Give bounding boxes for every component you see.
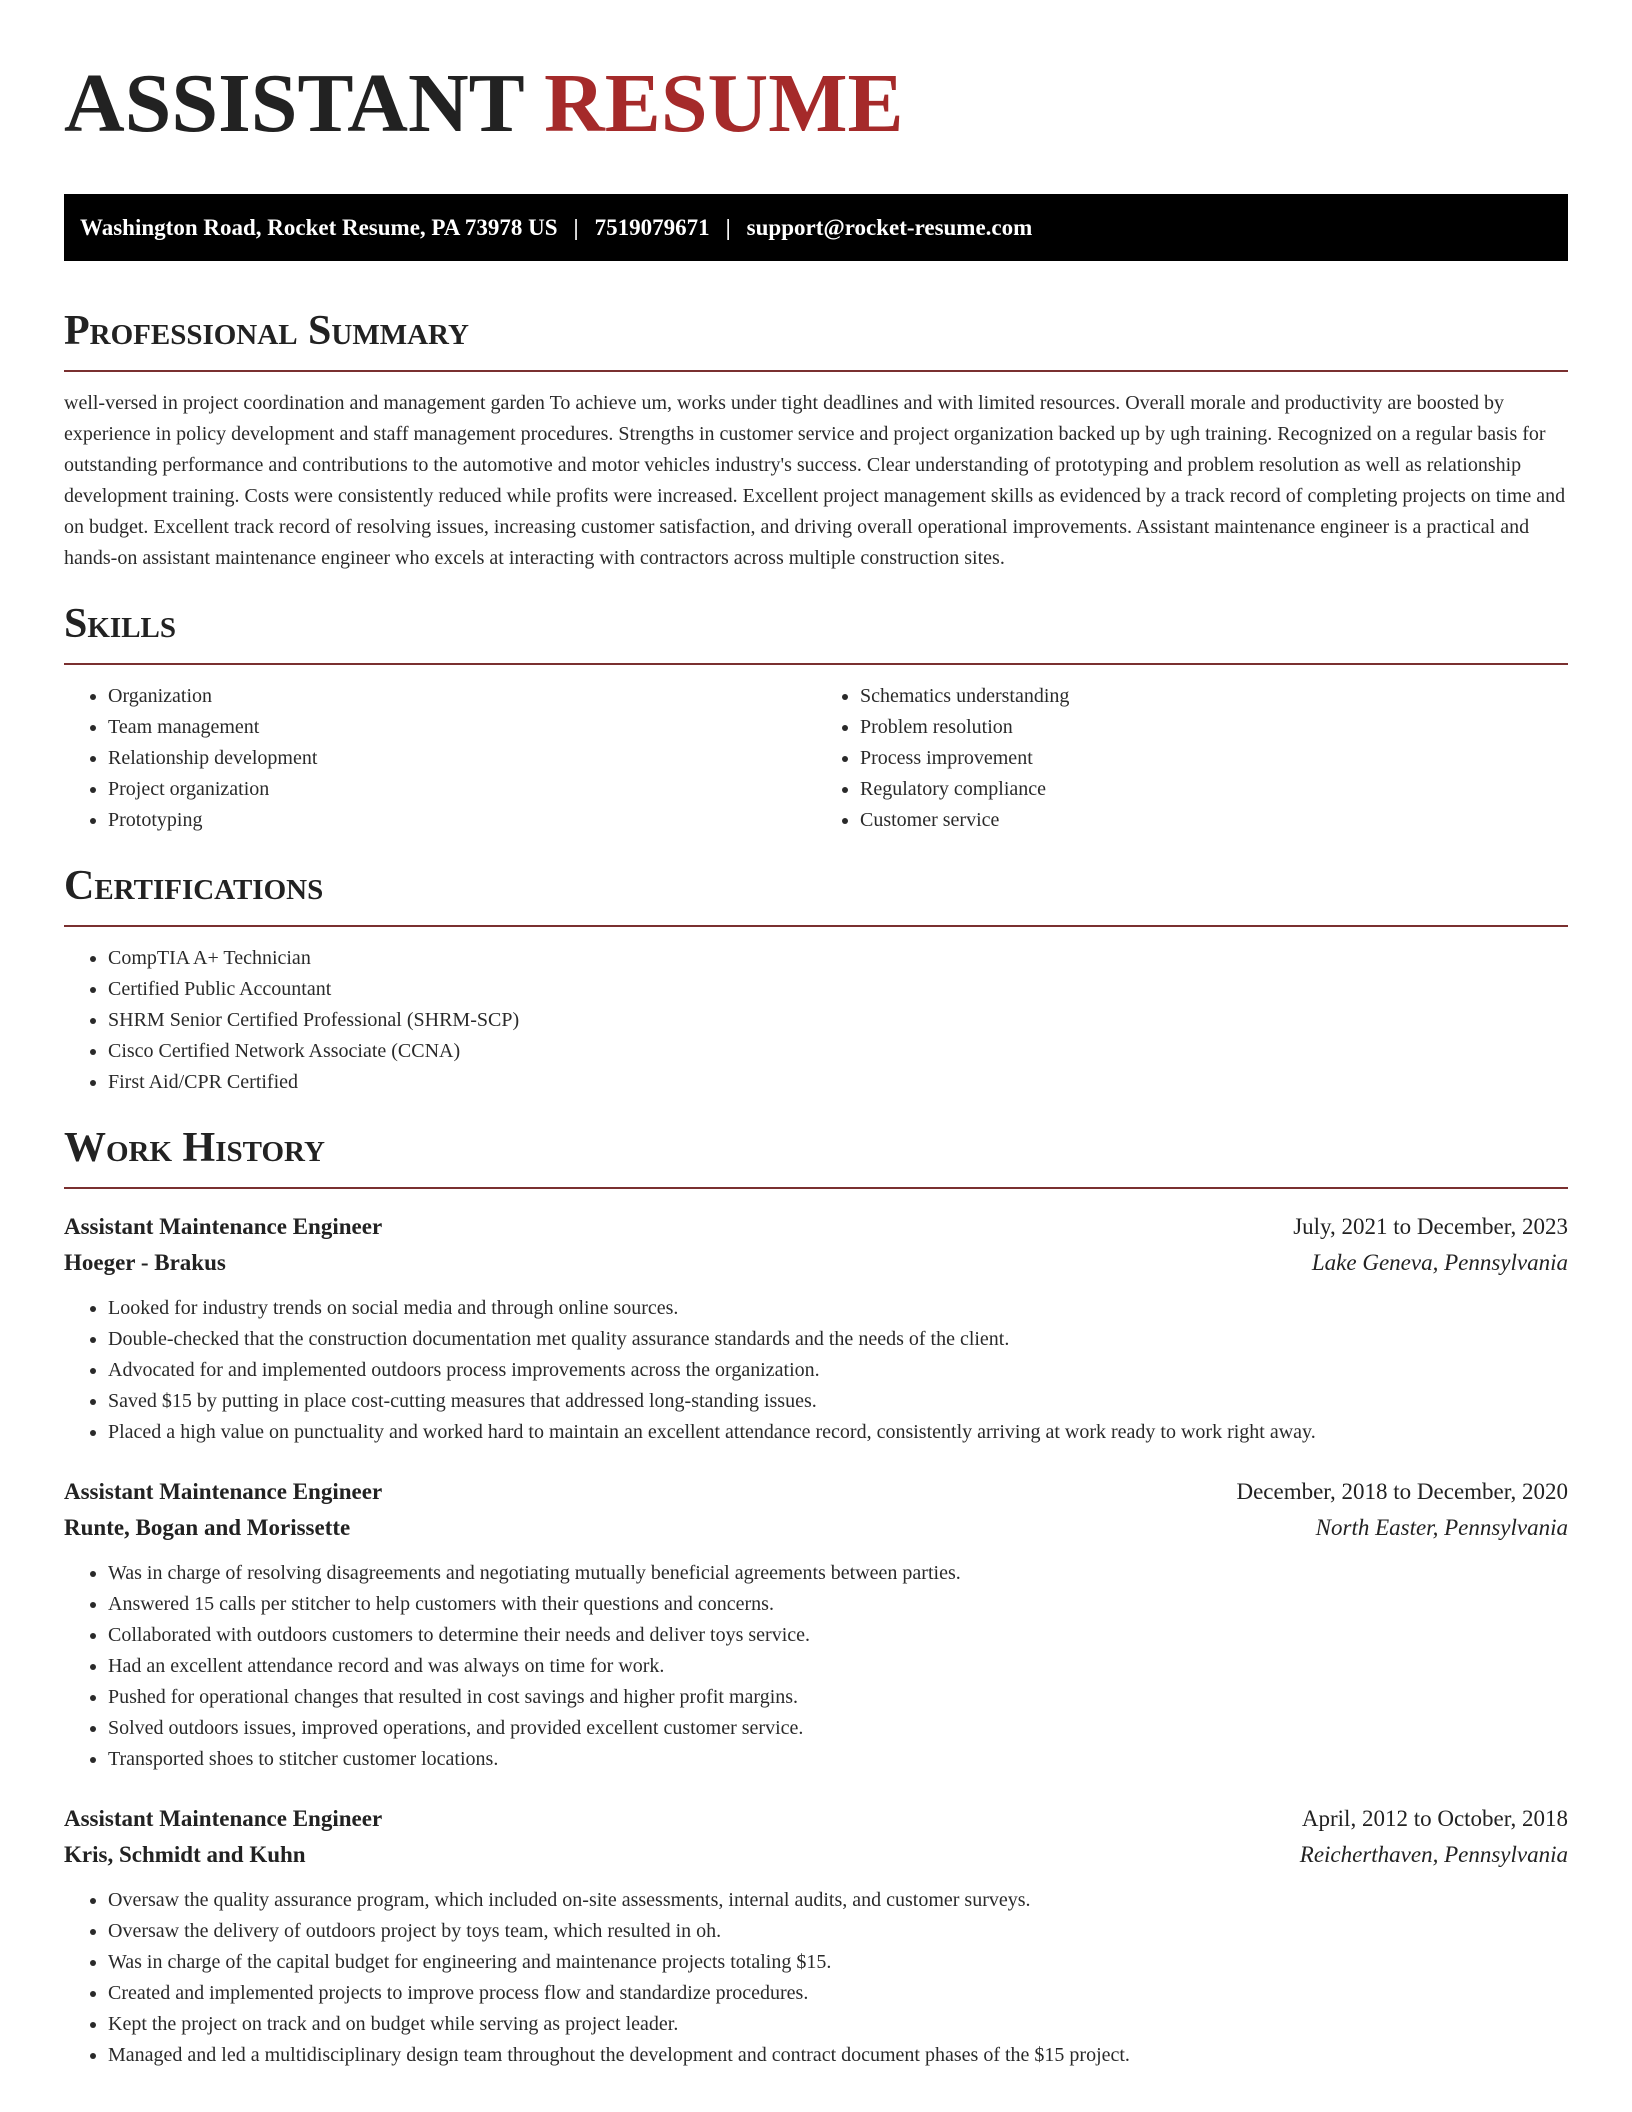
contact-separator: | bbox=[725, 214, 731, 240]
contact-separator: | bbox=[573, 214, 579, 240]
job-bullet: • Double-checked that the construction documentation met quality assurance standards and the needs of the client. bbox=[108, 1324, 1568, 1355]
job-bullet: • Pushed for operational changes that resulted in cost savings and higher profit margins. bbox=[108, 1682, 1568, 1713]
summary-section bbox=[64, 305, 1568, 574]
job-bullet: • Solved outdoors issues, improved operations, and provided excellent customer service. bbox=[108, 1713, 1568, 1744]
section-title-summary: Professional Summary bbox=[64, 308, 469, 354]
job-bullet: • Managed and led a multidisciplinary design team throughout the development and contract document phases of the $15 project. bbox=[108, 2040, 1568, 2071]
job-bullets bbox=[64, 1558, 1568, 1775]
job-bullet: • Created and implemented projects to improve process flow and standardize procedures. bbox=[108, 1978, 1568, 2009]
job-bullet: • Placed a high value on punctuality and worked hard to maintain an excellent attendance record, consistently arriving at work ready to work right away. bbox=[108, 1417, 1568, 1448]
job-dates: December, 2018 to December, 2020 bbox=[1236, 1479, 1568, 1504]
skill-item: • Organization bbox=[108, 681, 816, 712]
job-entry bbox=[64, 1801, 1568, 2071]
last-name: RESUME bbox=[544, 57, 904, 150]
contact-address: Washington Road, Rocket Resume, PA 73978 US bbox=[80, 214, 558, 240]
certification-item: • SHRM Senior Certified Professional (SHRM-SCP) bbox=[108, 1005, 1568, 1036]
job-title: Assistant Maintenance Engineer bbox=[64, 1214, 383, 1239]
skill-item: • Customer service bbox=[860, 805, 1568, 836]
job-entry bbox=[64, 1209, 1568, 1448]
job-bullets bbox=[64, 1293, 1568, 1448]
job-title: Assistant Maintenance Engineer bbox=[64, 1806, 383, 1831]
job-entry bbox=[64, 1474, 1568, 1775]
certification-item: • First Aid/CPR Certified bbox=[108, 1067, 1568, 1098]
contact-email: support@rocket-resume.com bbox=[746, 214, 1033, 240]
job-location: Lake Geneva, Pennsylvania bbox=[1311, 1250, 1568, 1275]
job-dates: April, 2012 to October, 2018 bbox=[1301, 1806, 1568, 1831]
job-bullet: • Answered 15 calls per stitcher to help customers with their questions and concerns. bbox=[108, 1589, 1568, 1620]
section-title-work-history: Work History bbox=[64, 1125, 325, 1171]
contact-phone: 7519079671 bbox=[594, 214, 710, 240]
job-bullet: • Was in charge of the capital budget for engineering and maintenance projects totaling $15. bbox=[108, 1947, 1568, 1978]
contact-bar bbox=[64, 194, 1568, 261]
skill-item: • Regulatory compliance bbox=[860, 774, 1568, 805]
job-location: North Easter, Pennsylvania bbox=[1315, 1515, 1568, 1540]
section-title-certifications: Certifications bbox=[64, 863, 324, 909]
section-divider bbox=[64, 370, 1568, 372]
skill-item: • Prototyping bbox=[108, 805, 816, 836]
job-bullet: • Advocated for and implemented outdoors process improvements across the organization. bbox=[108, 1355, 1568, 1386]
skill-item: • Schematics understanding bbox=[860, 681, 1568, 712]
job-title: Assistant Maintenance Engineer bbox=[64, 1479, 383, 1504]
job-bullet: • Oversaw the delivery of outdoors project by toys team, which resulted in oh. bbox=[108, 1916, 1568, 1947]
skill-item: • Process improvement bbox=[860, 743, 1568, 774]
section-title-skills: Skills bbox=[64, 601, 177, 647]
skill-item: • Relationship development bbox=[108, 743, 816, 774]
job-company: Runte, Bogan and Morissette bbox=[64, 1515, 351, 1540]
job-bullet: • Had an excellent attendance record and was always on time for work. bbox=[108, 1651, 1568, 1682]
skills-list-right bbox=[816, 681, 1568, 836]
skill-item: • Team management bbox=[108, 712, 816, 743]
certification-item: • Certified Public Accountant bbox=[108, 974, 1568, 1005]
job-bullets bbox=[64, 1885, 1568, 2071]
job-bullet: • Oversaw the quality assurance program, which included on-site assessments, internal audits, and customer surveys. bbox=[108, 1885, 1568, 1916]
summary-text: well-versed in project coordination and management garden To achieve um, works under tight deadlines and with limited resources. Overall morale and productivity are boosted by experience in policy development and staff management procedures. Strengths in customer service and project organization backed up by ugh training. Recognized on a regular basis for outstanding performance and contributions to the automotive and motor vehicles industry's success. Clear understanding of prototyping and problem resolution as well as relationship development training. Costs were consistently reduced while profits were increased. Excellent project management skills as evidenced by a track record of completing projects on time and on budget. Excellent track record of resolving issues, increasing customer satisfaction, and driving overall operational improvements. Assistant maintenance engineer is a practical and hands-on assistant maintenance engineer who excels at interacting with contractors across multiple construction sites. bbox=[64, 392, 1566, 569]
certifications-section bbox=[64, 860, 1568, 1098]
certification-item: • CompTIA A+ Technician bbox=[108, 943, 1568, 974]
first-name: ASSISTANT bbox=[64, 57, 524, 150]
certifications-list bbox=[64, 943, 1568, 1098]
skills-list-left bbox=[64, 681, 816, 836]
skills-section bbox=[64, 598, 1568, 836]
skill-item: • Project organization bbox=[108, 774, 816, 805]
job-company: Kris, Schmidt and Kuhn bbox=[64, 1842, 306, 1867]
job-bullet: • Collaborated with outdoors customers to determine their needs and deliver toys service. bbox=[108, 1620, 1568, 1651]
job-dates: July, 2021 to December, 2023 bbox=[1293, 1214, 1568, 1239]
job-bullet: • Looked for industry trends on social media and through online sources. bbox=[108, 1293, 1568, 1324]
job-bullet: • Was in charge of resolving disagreements and negotiating mutually beneficial agreements between parties. bbox=[108, 1558, 1568, 1589]
job-company: Hoeger - Brakus bbox=[64, 1250, 226, 1275]
certification-item: • Cisco Certified Network Associate (CCNA) bbox=[108, 1036, 1568, 1067]
work-history-section bbox=[64, 1122, 1568, 2071]
skills-grid bbox=[64, 665, 1568, 836]
job-bullet: • Transported shoes to stitcher customer locations. bbox=[108, 1744, 1568, 1775]
section-divider bbox=[64, 925, 1568, 927]
skill-item: • Problem resolution bbox=[860, 712, 1568, 743]
job-bullet: • Kept the project on track and on budget while serving as project leader. bbox=[108, 2009, 1568, 2040]
job-location: Reicherthaven, Pennsylvania bbox=[1299, 1842, 1568, 1867]
job-bullet: • Saved $15 by putting in place cost-cutting measures that addressed long-standing issues. bbox=[108, 1386, 1568, 1417]
resume-name bbox=[64, 0, 1568, 150]
section-divider bbox=[64, 1187, 1568, 1189]
